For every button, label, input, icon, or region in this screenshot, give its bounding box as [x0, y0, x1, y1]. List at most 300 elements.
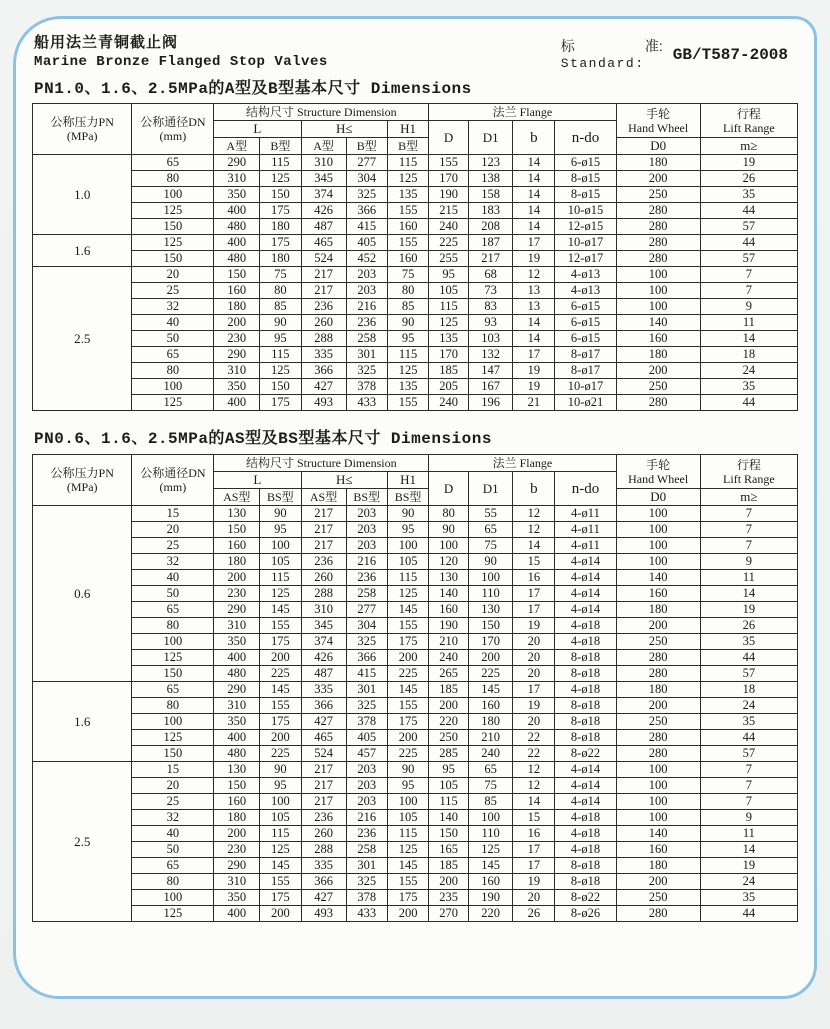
table-cell: 135 [387, 187, 428, 203]
table-cell: 150 [132, 746, 214, 762]
table-cell: 105 [429, 283, 469, 299]
table-cell: 301 [346, 347, 387, 363]
table-cell: 200 [429, 874, 469, 890]
table-cell: 20 [513, 650, 555, 666]
table-cell: 130 [429, 570, 469, 586]
table-cell: 210 [468, 730, 512, 746]
table-cell: 90 [468, 554, 512, 570]
table-cell: 80 [132, 363, 214, 379]
table-cell: 125 [260, 363, 301, 379]
table-cell: 90 [429, 522, 469, 538]
table-cell: 190 [468, 890, 512, 906]
table-cell: 217 [301, 522, 346, 538]
table-cell: 65 [468, 522, 512, 538]
table-row [33, 746, 798, 762]
table-cell: 11 [700, 315, 797, 331]
table-cell: 145 [260, 858, 301, 874]
table-cell: 150 [468, 618, 512, 634]
table-cell: 22 [513, 730, 555, 746]
table-cell: 216 [346, 554, 387, 570]
document-frame [13, 16, 817, 999]
table-cell: 493 [301, 906, 346, 922]
table-cell: 100 [468, 810, 512, 826]
table-cell: 80 [132, 618, 214, 634]
table-cell: 7 [700, 283, 797, 299]
table-cell: 200 [260, 650, 301, 666]
table-cell: 95 [387, 778, 428, 794]
table-cell: 125 [260, 842, 301, 858]
table-cell: 50 [132, 586, 214, 602]
table-cell: 160 [214, 283, 260, 299]
table-cell: 32 [132, 810, 214, 826]
table-cell: 366 [346, 650, 387, 666]
table-cell: 6-ø15 [555, 315, 616, 331]
table-cell: 185 [429, 682, 469, 698]
table-cell: 7 [700, 522, 797, 538]
table-cell: 147 [468, 363, 512, 379]
table-cell: 217 [301, 794, 346, 810]
table-cell: 14 [513, 219, 555, 235]
table-cell: 301 [346, 682, 387, 698]
document-header [32, 31, 798, 73]
table-cell: 280 [616, 235, 700, 251]
table-cell: 125 [132, 395, 214, 411]
table-cell: 44 [700, 906, 797, 922]
table-cell: 258 [346, 586, 387, 602]
table-cell: 217 [301, 538, 346, 554]
table-cell: 400 [214, 203, 260, 219]
table-cell: 217 [301, 506, 346, 522]
col-header-l: L [214, 121, 301, 138]
table-cell: 14 [513, 155, 555, 171]
table-cell: 167 [468, 379, 512, 395]
col-header-b: b [513, 121, 555, 155]
dimensions-table-a-b [32, 103, 798, 411]
table-cell: 452 [346, 251, 387, 267]
table-cell: 123 [468, 155, 512, 171]
table-cell: 100 [616, 267, 700, 283]
table-cell: 280 [616, 906, 700, 922]
table-cell: 115 [429, 299, 469, 315]
table-cell: 160 [616, 842, 700, 858]
table-row [33, 315, 798, 331]
table-row [33, 331, 798, 347]
table-cell: 280 [616, 251, 700, 267]
table-cell: 185 [429, 363, 469, 379]
table-cell: 50 [132, 842, 214, 858]
table-cell: 100 [429, 538, 469, 554]
table-cell: 16 [513, 570, 555, 586]
table-cell: 8-ø18 [555, 650, 616, 666]
table-cell: 4-ø18 [555, 810, 616, 826]
table-cell: 240 [429, 650, 469, 666]
table-cell: 35 [700, 634, 797, 650]
col-header-n-do: n-do [555, 121, 616, 155]
table-cell: 217 [301, 762, 346, 778]
table-cell: 160 [387, 251, 428, 267]
table-cell: 4-ø14 [555, 778, 616, 794]
table-cell: 110 [468, 586, 512, 602]
table-cell: 225 [260, 666, 301, 682]
table-cell: 15 [513, 554, 555, 570]
table-cell: 200 [387, 650, 428, 666]
table-cell: 145 [387, 602, 428, 618]
table-cell: 203 [346, 522, 387, 538]
table-cell: 15 [132, 762, 214, 778]
table-cell: 310 [214, 618, 260, 634]
table-cell: 288 [301, 842, 346, 858]
table-cell: 200 [387, 730, 428, 746]
table-cell: 200 [260, 730, 301, 746]
table-cell: 21 [513, 395, 555, 411]
table-cell: 457 [346, 746, 387, 762]
table-row [33, 826, 798, 842]
table-cell: 100 [132, 890, 214, 906]
table-cell: 80 [132, 874, 214, 890]
table-cell: 150 [132, 251, 214, 267]
col-header-n-do: n-do [555, 472, 616, 506]
table-cell: 14 [513, 331, 555, 347]
table-cell: 200 [214, 315, 260, 331]
table-cell: 175 [260, 203, 301, 219]
table-cell: 105 [260, 554, 301, 570]
table-cell: 217 [468, 251, 512, 267]
table-cell: 190 [429, 187, 469, 203]
table-cell: 465 [301, 235, 346, 251]
table2-body [33, 506, 798, 922]
table-cell: 200 [429, 698, 469, 714]
table-row [33, 171, 798, 187]
table-cell: 325 [346, 874, 387, 890]
table-cell: 175 [260, 395, 301, 411]
table-cell: 350 [214, 714, 260, 730]
table-cell: 19 [700, 155, 797, 171]
pn-group-cell: 2.5 [33, 267, 132, 411]
table1-caption: PN1.0、1.6、2.5MPa的A型及B型基本尺寸 Dimensions [34, 80, 472, 98]
table-cell: 115 [260, 570, 301, 586]
table-cell: 203 [346, 506, 387, 522]
col-header-h-type-a: AS型 [301, 489, 346, 506]
table-cell: 155 [387, 203, 428, 219]
table-cell: 160 [429, 602, 469, 618]
table-row [33, 187, 798, 203]
table-row [33, 666, 798, 682]
table-cell: 26 [700, 171, 797, 187]
table-cell: 7 [700, 506, 797, 522]
col-header-flange: 法兰 Flange [429, 455, 616, 472]
table-cell: 16 [513, 826, 555, 842]
table-cell: 57 [700, 666, 797, 682]
table-cell: 236 [346, 570, 387, 586]
table-cell: 220 [429, 714, 469, 730]
table-cell: 366 [301, 363, 346, 379]
table-cell: 200 [214, 570, 260, 586]
table-cell: 8-ø26 [555, 906, 616, 922]
table-cell: 200 [214, 826, 260, 842]
table-cell: 125 [387, 363, 428, 379]
table-cell: 17 [513, 842, 555, 858]
table-row [33, 650, 798, 666]
table-cell: 65 [132, 347, 214, 363]
col-header-d0: D0 [616, 138, 700, 155]
table-cell: 155 [260, 618, 301, 634]
table-cell: 115 [387, 155, 428, 171]
table-cell: 277 [346, 602, 387, 618]
table-cell: 220 [468, 906, 512, 922]
table-cell: 180 [616, 602, 700, 618]
table-cell: 4-ø13 [555, 283, 616, 299]
table-cell: 427 [301, 890, 346, 906]
table-cell: 216 [346, 810, 387, 826]
col-header-pn: 公称压力PN (MPa) [33, 455, 132, 506]
table-row [33, 762, 798, 778]
table-cell: 100 [616, 554, 700, 570]
col-header-d: D [429, 121, 469, 155]
table-row [33, 363, 798, 379]
page-title-en: Marine Bronze Flanged Stop Valves [34, 54, 328, 70]
table-cell: 493 [301, 395, 346, 411]
table-cell: 100 [132, 714, 214, 730]
table-cell: 180 [214, 810, 260, 826]
table-row [33, 283, 798, 299]
table-cell: 290 [214, 858, 260, 874]
table-cell: 140 [616, 826, 700, 842]
table-cell: 427 [301, 379, 346, 395]
table-row [33, 682, 798, 698]
table-cell: 160 [616, 586, 700, 602]
col-header-d1: D1 [468, 121, 512, 155]
dimensions-table-as-bs [32, 454, 798, 922]
col-header-h1-type-b: BS型 [387, 489, 428, 506]
table-cell: 8-ø18 [555, 698, 616, 714]
table-cell: 100 [616, 794, 700, 810]
table-cell: 13 [513, 283, 555, 299]
table-cell: 125 [132, 203, 214, 219]
table-cell: 400 [214, 730, 260, 746]
table-cell: 190 [429, 618, 469, 634]
table-cell: 180 [260, 219, 301, 235]
table-cell: 225 [260, 746, 301, 762]
table-cell: 8-ø15 [555, 171, 616, 187]
table-cell: 158 [468, 187, 512, 203]
table-cell: 400 [214, 650, 260, 666]
table-cell: 487 [301, 666, 346, 682]
table-cell: 480 [214, 666, 260, 682]
table-cell: 280 [616, 746, 700, 762]
table-cell: 325 [346, 698, 387, 714]
table-cell: 480 [214, 219, 260, 235]
table-cell: 26 [513, 906, 555, 922]
table-cell: 150 [214, 267, 260, 283]
table-cell: 160 [387, 219, 428, 235]
table-cell: 4-ø14 [555, 554, 616, 570]
table-cell: 105 [387, 554, 428, 570]
table-cell: 12-ø15 [555, 219, 616, 235]
table-cell: 155 [429, 155, 469, 171]
table-cell: 55 [468, 506, 512, 522]
table-cell: 100 [616, 778, 700, 794]
table-cell: 14 [513, 187, 555, 203]
table-cell: 14 [513, 203, 555, 219]
table-cell: 310 [214, 363, 260, 379]
table-cell: 185 [429, 858, 469, 874]
page-title-cn: 船用法兰青铜截止阀 [34, 34, 179, 51]
table-cell: 205 [429, 379, 469, 395]
col-header-m: m≥ [700, 489, 797, 506]
table-cell: 95 [260, 522, 301, 538]
table-cell: 12 [513, 762, 555, 778]
table-cell: 236 [301, 554, 346, 570]
table-row [33, 842, 798, 858]
table-cell: 17 [513, 602, 555, 618]
table-cell: 7 [700, 778, 797, 794]
table-cell: 12 [513, 506, 555, 522]
table-cell: 25 [132, 538, 214, 554]
table-cell: 405 [346, 730, 387, 746]
table-cell: 524 [301, 746, 346, 762]
table-row [33, 395, 798, 411]
table-cell: 7 [700, 538, 797, 554]
table-cell: 378 [346, 714, 387, 730]
table-cell: 160 [468, 874, 512, 890]
table-cell: 105 [429, 778, 469, 794]
table-cell: 50 [132, 331, 214, 347]
table-cell: 44 [700, 730, 797, 746]
table-cell: 4-ø14 [555, 570, 616, 586]
table-cell: 14 [513, 794, 555, 810]
table-row [33, 794, 798, 810]
table-cell: 9 [700, 554, 797, 570]
table-cell: 4-ø13 [555, 267, 616, 283]
table-cell: 350 [214, 634, 260, 650]
table-row [33, 810, 798, 826]
col-header-h1: H1 [387, 472, 428, 489]
table-cell: 433 [346, 906, 387, 922]
table-row [33, 235, 798, 251]
table-cell: 304 [346, 618, 387, 634]
table-cell: 4-ø18 [555, 682, 616, 698]
table-cell: 40 [132, 826, 214, 842]
table-cell: 125 [387, 586, 428, 602]
table-cell: 125 [260, 586, 301, 602]
col-header-b: b [513, 472, 555, 506]
table-cell: 103 [468, 331, 512, 347]
table-cell: 175 [387, 634, 428, 650]
standard-label-en: Standard: [560, 56, 645, 71]
table-cell: 350 [214, 379, 260, 395]
table-cell: 280 [616, 666, 700, 682]
table-cell: 4-ø14 [555, 602, 616, 618]
col-header-l-type-a: AS型 [214, 489, 260, 506]
table-cell: 217 [301, 778, 346, 794]
table-cell: 203 [346, 283, 387, 299]
table-row [33, 251, 798, 267]
table-cell: 304 [346, 171, 387, 187]
table-cell: 170 [429, 347, 469, 363]
table-cell: 19 [513, 379, 555, 395]
table-cell: 35 [700, 187, 797, 203]
col-header-handwheel: 手轮 Hand Wheel [616, 104, 700, 138]
table-row [33, 698, 798, 714]
table-cell: 90 [260, 762, 301, 778]
table-cell: 8-ø22 [555, 890, 616, 906]
table-cell: 100 [616, 538, 700, 554]
table-cell: 175 [260, 890, 301, 906]
table-cell: 65 [132, 602, 214, 618]
table-cell: 180 [468, 714, 512, 730]
table-cell: 40 [132, 315, 214, 331]
table-cell: 180 [214, 554, 260, 570]
table-cell: 180 [616, 155, 700, 171]
table-cell: 100 [260, 538, 301, 554]
table-cell: 203 [346, 794, 387, 810]
table-cell: 8-ø17 [555, 347, 616, 363]
table-cell: 120 [429, 554, 469, 570]
table-cell: 290 [214, 155, 260, 171]
table-cell: 236 [346, 315, 387, 331]
table-cell: 115 [387, 826, 428, 842]
table-cell: 150 [260, 187, 301, 203]
table-cell: 335 [301, 858, 346, 874]
table-cell: 250 [616, 379, 700, 395]
table-row [33, 570, 798, 586]
table-cell: 100 [132, 187, 214, 203]
table-cell: 100 [616, 299, 700, 315]
table-cell: 150 [429, 826, 469, 842]
table-cell: 230 [214, 586, 260, 602]
table-cell: 8-ø18 [555, 874, 616, 890]
col-header-lift-range: 行程 Lift Range [700, 455, 797, 489]
table2-caption: PN0.6、1.6、2.5MPa的AS型及BS型基本尺寸 Dimensions [34, 430, 492, 448]
table-cell: 85 [260, 299, 301, 315]
table-row [33, 267, 798, 283]
table-cell: 4-ø14 [555, 586, 616, 602]
table-cell: 225 [429, 235, 469, 251]
table-cell: 25 [132, 794, 214, 810]
table-cell: 200 [616, 618, 700, 634]
table-cell: 200 [260, 906, 301, 922]
col-header-h-type-a: A型 [301, 138, 346, 155]
table-cell: 288 [301, 331, 346, 347]
table-cell: 11 [700, 570, 797, 586]
table-cell: 44 [700, 203, 797, 219]
col-header-flange: 法兰 Flange [429, 104, 616, 121]
table-cell: 240 [468, 746, 512, 762]
table-cell: 22 [513, 746, 555, 762]
col-header-l-type-b: B型 [260, 138, 301, 155]
table-cell: 12-ø17 [555, 251, 616, 267]
table-cell: 80 [132, 698, 214, 714]
table-cell: 400 [214, 235, 260, 251]
table-cell: 100 [468, 570, 512, 586]
table-cell: 180 [616, 347, 700, 363]
table-cell: 15 [132, 506, 214, 522]
table-cell: 44 [700, 650, 797, 666]
table-cell: 145 [260, 682, 301, 698]
table-cell: 8-ø22 [555, 746, 616, 762]
table-row [33, 506, 798, 522]
table-cell: 480 [214, 746, 260, 762]
table-cell: 140 [616, 315, 700, 331]
table-cell: 80 [429, 506, 469, 522]
table-cell: 175 [387, 890, 428, 906]
table-cell: 260 [301, 826, 346, 842]
table-cell: 20 [132, 522, 214, 538]
table-cell: 10-ø15 [555, 203, 616, 219]
table-cell: 105 [260, 810, 301, 826]
table-cell: 310 [214, 874, 260, 890]
table-cell: 11 [700, 826, 797, 842]
